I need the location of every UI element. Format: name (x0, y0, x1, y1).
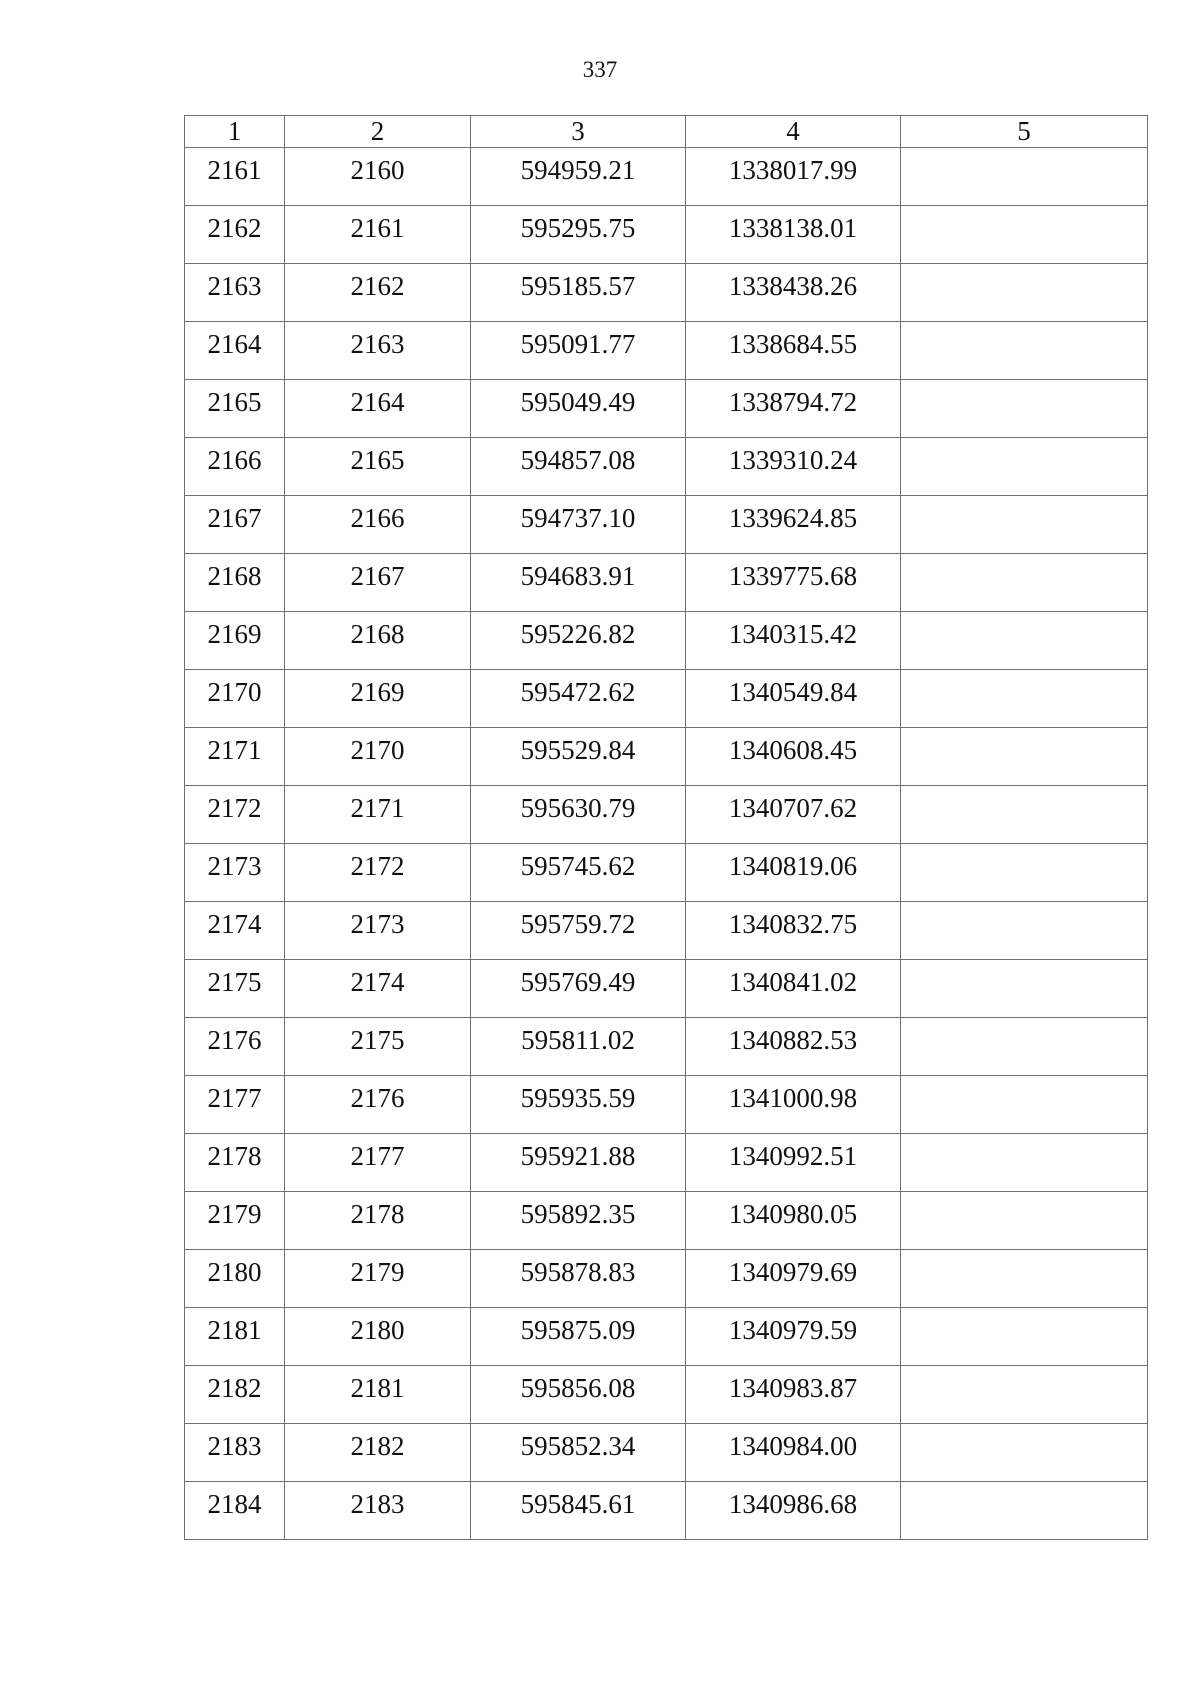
column-header: 1 (185, 116, 285, 148)
cell-text: 2169 (207, 619, 262, 649)
point-number-cell (185, 786, 285, 844)
page-number: 337 (582, 57, 618, 82)
point-number-cell (185, 1018, 285, 1076)
cell-text: 1340315.42 (728, 619, 858, 649)
cell-text: 1340882.53 (728, 1025, 858, 1055)
note-cell (901, 902, 1148, 960)
cell-text: 1340819.06 (728, 851, 858, 881)
y-coordinate-cell (686, 728, 901, 786)
cell-text: 594683.91 (520, 561, 636, 591)
note-cell (901, 1192, 1148, 1250)
cell-text: 2170 (350, 735, 405, 765)
cell-text: 2179 (350, 1257, 405, 1287)
cell-text: 2175 (350, 1025, 405, 1055)
y-coordinate-cell (686, 1308, 901, 1366)
point-number-cell (185, 322, 285, 380)
table-row (185, 148, 1148, 206)
cell-text: 2167 (207, 503, 262, 533)
cell-text: 2165 (207, 387, 262, 417)
point-number-cell (185, 264, 285, 322)
table-row (185, 206, 1148, 264)
previous-point-cell (285, 1192, 471, 1250)
cell-text: 595935.59 (520, 1083, 636, 1113)
y-coordinate-cell (686, 844, 901, 902)
cell-text: 2183 (207, 1431, 262, 1461)
cell-text: 1339310.24 (728, 445, 858, 475)
point-number-cell (185, 1308, 285, 1366)
cell-text: 2175 (207, 967, 262, 997)
cell-text: 2173 (207, 851, 262, 881)
x-coordinate-cell (471, 554, 686, 612)
previous-point-cell (285, 148, 471, 206)
cell-text: 2166 (207, 445, 262, 475)
cell-text: 1340832.75 (728, 909, 858, 939)
previous-point-cell (285, 960, 471, 1018)
cell-text: 595878.83 (520, 1257, 636, 1287)
note-cell (901, 496, 1148, 554)
note-cell (901, 612, 1148, 670)
x-coordinate-cell (471, 960, 686, 1018)
table-row (185, 670, 1148, 728)
y-coordinate-cell (686, 1134, 901, 1192)
cell-text: 1340841.02 (728, 967, 858, 997)
y-coordinate-cell (686, 148, 901, 206)
previous-point-cell (285, 1134, 471, 1192)
previous-point-cell (285, 1424, 471, 1482)
cell-text: 595295.75 (520, 213, 636, 243)
x-coordinate-cell (471, 496, 686, 554)
cell-text: 2168 (207, 561, 262, 591)
previous-point-cell (285, 496, 471, 554)
table-row (185, 1018, 1148, 1076)
note-cell (901, 322, 1148, 380)
note-cell (901, 960, 1148, 1018)
previous-point-cell (285, 1308, 471, 1366)
x-coordinate-cell (471, 1192, 686, 1250)
cell-text: 595091.77 (520, 329, 636, 359)
cell-text: 2184 (207, 1489, 262, 1519)
table-row (185, 728, 1148, 786)
table-row (185, 438, 1148, 496)
cell-text: 595630.79 (520, 793, 636, 823)
note-cell (901, 1018, 1148, 1076)
previous-point-cell (285, 844, 471, 902)
y-coordinate-cell (686, 264, 901, 322)
cell-text: 2182 (350, 1431, 405, 1461)
cell-text: 2171 (350, 793, 405, 823)
cell-text: 2168 (350, 619, 405, 649)
note-cell (901, 670, 1148, 728)
cell-text: 594737.10 (520, 503, 636, 533)
cell-text: 2177 (207, 1083, 262, 1113)
y-coordinate-cell (686, 786, 901, 844)
table-row (185, 1482, 1148, 1540)
previous-point-cell (285, 902, 471, 960)
y-coordinate-cell (686, 322, 901, 380)
table-row (185, 1134, 1148, 1192)
cell-text: 1340986.68 (728, 1489, 858, 1519)
cell-text: 595921.88 (520, 1141, 636, 1171)
cell-text: 2170 (207, 677, 262, 707)
cell-text: 1338794.72 (728, 387, 858, 417)
note-cell (901, 786, 1148, 844)
x-coordinate-cell (471, 1482, 686, 1540)
cell-text: 2178 (207, 1141, 262, 1171)
point-number-cell (185, 554, 285, 612)
previous-point-cell (285, 380, 471, 438)
coordinates-table (184, 115, 1148, 1540)
table-row (185, 1308, 1148, 1366)
cell-text: 2161 (350, 213, 405, 243)
point-number-cell (185, 148, 285, 206)
note-cell (901, 148, 1148, 206)
cell-text: 1338684.55 (728, 329, 858, 359)
cell-text: 1338438.26 (728, 271, 858, 301)
y-coordinate-cell (686, 554, 901, 612)
point-number-cell (185, 1366, 285, 1424)
cell-text: 2182 (207, 1373, 262, 1403)
note-cell (901, 1250, 1148, 1308)
cell-text: 595185.57 (520, 271, 636, 301)
x-coordinate-cell (471, 380, 686, 438)
cell-text: 1339775.68 (728, 561, 858, 591)
previous-point-cell (285, 438, 471, 496)
cell-text: 2162 (350, 271, 405, 301)
cell-text: 2161 (207, 155, 262, 185)
cell-text: 2164 (350, 387, 405, 417)
table-row (185, 322, 1148, 380)
previous-point-cell (285, 1076, 471, 1134)
column-header: 4 (686, 116, 901, 148)
cell-text: 594857.08 (520, 445, 636, 475)
cell-text: 1338017.99 (728, 155, 858, 185)
cell-text: 1340549.84 (728, 677, 858, 707)
point-number-cell (185, 844, 285, 902)
cell-text: 595875.09 (520, 1315, 636, 1345)
cell-text: 595049.49 (520, 387, 636, 417)
x-coordinate-cell (471, 786, 686, 844)
cell-text: 1340707.62 (728, 793, 858, 823)
x-coordinate-cell (471, 1250, 686, 1308)
cell-text: 2164 (207, 329, 262, 359)
note-cell (901, 438, 1148, 496)
cell-text: 2171 (207, 735, 262, 765)
point-number-cell (185, 670, 285, 728)
cell-text: 2183 (350, 1489, 405, 1519)
cell-text: 595892.35 (520, 1199, 636, 1229)
cell-text: 595472.62 (520, 677, 636, 707)
cell-text: 595226.82 (520, 619, 636, 649)
cell-text: 2165 (350, 445, 405, 475)
point-number-cell (185, 1076, 285, 1134)
previous-point-cell (285, 322, 471, 380)
point-number-cell (185, 438, 285, 496)
cell-text: 595759.72 (520, 909, 636, 939)
x-coordinate-cell (471, 1018, 686, 1076)
note-cell (901, 1424, 1148, 1482)
y-coordinate-cell (686, 1366, 901, 1424)
note-cell (901, 380, 1148, 438)
note-cell (901, 844, 1148, 902)
cell-text: 2181 (207, 1315, 262, 1345)
previous-point-cell (285, 1250, 471, 1308)
x-coordinate-cell (471, 1134, 686, 1192)
table-row (185, 1250, 1148, 1308)
x-coordinate-cell (471, 844, 686, 902)
note-cell (901, 1134, 1148, 1192)
cell-text: 595529.84 (520, 735, 636, 765)
y-coordinate-cell (686, 1018, 901, 1076)
x-coordinate-cell (471, 322, 686, 380)
x-coordinate-cell (471, 206, 686, 264)
table-row (185, 1424, 1148, 1482)
point-number-cell (185, 380, 285, 438)
point-number-cell (185, 1424, 285, 1482)
cell-text: 595745.62 (520, 851, 636, 881)
note-cell (901, 1076, 1148, 1134)
cell-text: 2174 (207, 909, 262, 939)
cell-text: 595769.49 (520, 967, 636, 997)
cell-text: 1340980.05 (728, 1199, 858, 1229)
cell-text: 1340983.87 (728, 1373, 858, 1403)
cell-text: 1338138.01 (728, 213, 858, 243)
cell-text: 1340608.45 (728, 735, 858, 765)
point-number-cell (185, 1134, 285, 1192)
cell-text: 2163 (350, 329, 405, 359)
cell-text: 1340984.00 (728, 1431, 858, 1461)
y-coordinate-cell (686, 496, 901, 554)
point-number-cell (185, 1192, 285, 1250)
x-coordinate-cell (471, 264, 686, 322)
note-cell (901, 554, 1148, 612)
point-number-cell (185, 902, 285, 960)
cell-text: 2172 (207, 793, 262, 823)
y-coordinate-cell (686, 960, 901, 1018)
y-coordinate-cell (686, 1424, 901, 1482)
point-number-cell (185, 728, 285, 786)
cell-text: 2176 (350, 1083, 405, 1113)
table-row (185, 380, 1148, 438)
y-coordinate-cell (686, 1076, 901, 1134)
y-coordinate-cell (686, 206, 901, 264)
cell-text: 2179 (207, 1199, 262, 1229)
cell-text: 2176 (207, 1025, 262, 1055)
table-row (185, 1076, 1148, 1134)
cell-text: 2181 (350, 1373, 405, 1403)
note-cell (901, 1308, 1148, 1366)
table-row (185, 1192, 1148, 1250)
y-coordinate-cell (686, 612, 901, 670)
cell-text: 1341000.98 (728, 1083, 858, 1113)
x-coordinate-cell (471, 1366, 686, 1424)
y-coordinate-cell (686, 1250, 901, 1308)
cell-text: 1340992.51 (728, 1141, 858, 1171)
cell-text: 2169 (350, 677, 405, 707)
cell-text: 2172 (350, 851, 405, 881)
cell-text: 2177 (350, 1141, 405, 1171)
table-row (185, 960, 1148, 1018)
table-row (185, 612, 1148, 670)
table-row (185, 786, 1148, 844)
cell-text: 1340979.59 (728, 1315, 858, 1345)
point-number-cell (185, 1250, 285, 1308)
previous-point-cell (285, 206, 471, 264)
x-coordinate-cell (471, 728, 686, 786)
x-coordinate-cell (471, 1424, 686, 1482)
cell-text: 2173 (350, 909, 405, 939)
cell-text: 595856.08 (520, 1373, 636, 1403)
point-number-cell (185, 612, 285, 670)
column-header: 3 (471, 116, 686, 148)
y-coordinate-cell (686, 380, 901, 438)
cell-text: 2166 (350, 503, 405, 533)
y-coordinate-cell (686, 438, 901, 496)
note-cell (901, 264, 1148, 322)
cell-text: 1340979.69 (728, 1257, 858, 1287)
x-coordinate-cell (471, 148, 686, 206)
point-number-cell (185, 206, 285, 264)
cell-text: 2163 (207, 271, 262, 301)
point-number-cell (185, 496, 285, 554)
table-row (185, 554, 1148, 612)
cell-text: 2174 (350, 967, 405, 997)
previous-point-cell (285, 728, 471, 786)
cell-text: 2167 (350, 561, 405, 591)
x-coordinate-cell (471, 1076, 686, 1134)
x-coordinate-cell (471, 438, 686, 496)
previous-point-cell (285, 1482, 471, 1540)
previous-point-cell (285, 1018, 471, 1076)
point-number-cell (185, 960, 285, 1018)
y-coordinate-cell (686, 1192, 901, 1250)
cell-text: 595811.02 (521, 1025, 635, 1055)
table-body (185, 148, 1148, 1540)
x-coordinate-cell (471, 670, 686, 728)
cell-text: 2162 (207, 213, 262, 243)
y-coordinate-cell (686, 670, 901, 728)
table-row (185, 902, 1148, 960)
cell-text: 595852.34 (520, 1431, 636, 1461)
previous-point-cell (285, 264, 471, 322)
note-cell (901, 1482, 1148, 1540)
point-number-cell (185, 1482, 285, 1540)
previous-point-cell (285, 612, 471, 670)
x-coordinate-cell (471, 902, 686, 960)
previous-point-cell (285, 554, 471, 612)
table-row (185, 264, 1148, 322)
previous-point-cell (285, 786, 471, 844)
y-coordinate-cell (686, 1482, 901, 1540)
cell-text: 2180 (207, 1257, 262, 1287)
cell-text: 2180 (350, 1315, 405, 1345)
table-row (185, 496, 1148, 554)
y-coordinate-cell (686, 902, 901, 960)
previous-point-cell (285, 1366, 471, 1424)
column-header: 2 (285, 116, 471, 148)
cell-text: 1339624.85 (728, 503, 858, 533)
x-coordinate-cell (471, 612, 686, 670)
note-cell (901, 206, 1148, 264)
table-row (185, 844, 1148, 902)
note-cell (901, 1366, 1148, 1424)
note-cell (901, 728, 1148, 786)
column-header: 5 (901, 116, 1148, 148)
cell-text: 594959.21 (520, 155, 636, 185)
previous-point-cell (285, 670, 471, 728)
cell-text: 2160 (350, 155, 405, 185)
cell-text: 2178 (350, 1199, 405, 1229)
table-row (185, 1366, 1148, 1424)
x-coordinate-cell (471, 1308, 686, 1366)
cell-text: 595845.61 (520, 1489, 636, 1519)
